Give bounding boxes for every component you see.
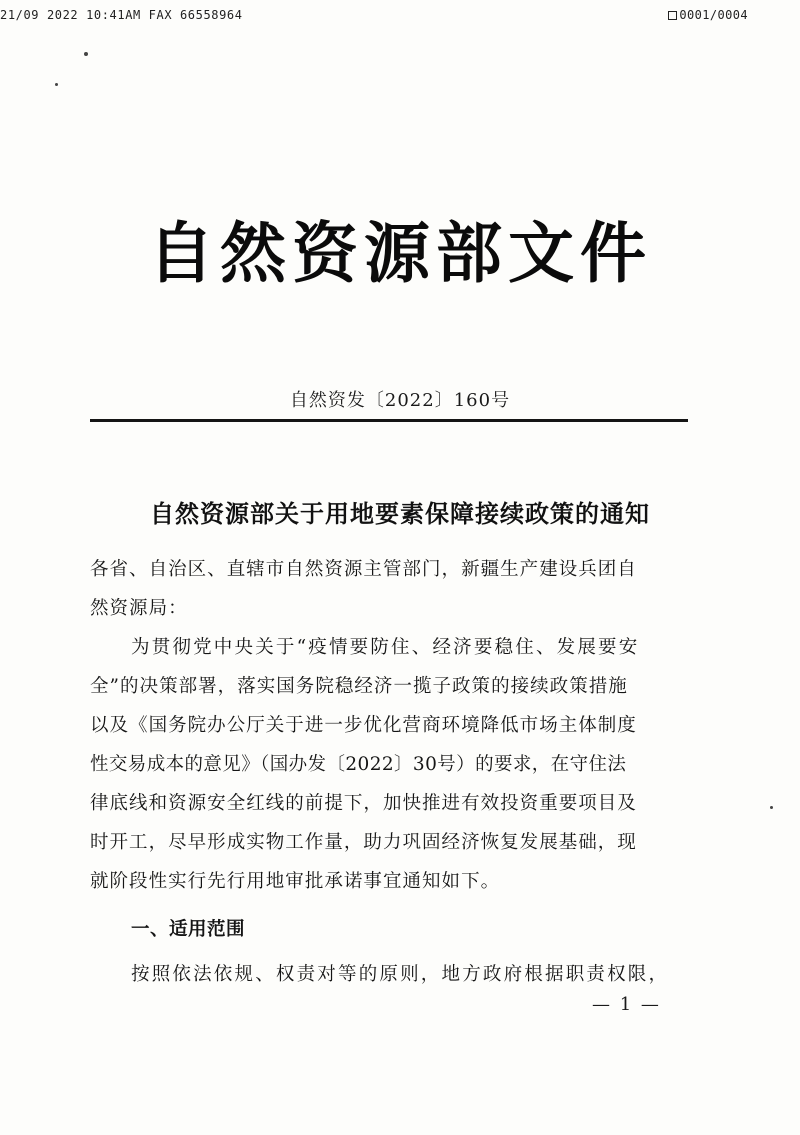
- fax-page-count: 0001/0004: [679, 8, 748, 22]
- body-line: 全”的决策部署，落实国务院稳经济一揽子政策的接续政策措施: [90, 676, 628, 697]
- scan-speck: [84, 52, 88, 56]
- body-line: 以及《国务院办公厅关于进一步优化营商环境降低市场主体制度: [90, 715, 637, 736]
- document-title: 自然资源部关于用地要素保障接续政策的通知: [150, 499, 650, 528]
- body-line: 就阶段性实行先行用地审批承诺事宜通知如下。: [90, 871, 501, 892]
- body-line: 为贯彻党中央关于“疫情要防住、经济要稳住、发展要安: [131, 637, 640, 658]
- body-line: 按照依法依规、权责对等的原则，地方政府根据职责权限，: [131, 964, 670, 985]
- body-line: 性交易成本的意见》（国办发〔2022〕30号）的要求，在守住法: [90, 754, 627, 775]
- fax-page-indicator: [668, 8, 748, 22]
- section-heading: 一、适用范围: [131, 919, 246, 940]
- scan-speck: [55, 83, 58, 86]
- body-line: 律底线和资源安全红线的前提下，加快推进有效投资重要项目及: [90, 793, 637, 814]
- body-line: 时开工，尽早形成实物工作量，助力巩固经济恢复发展基础，现: [90, 832, 637, 853]
- document-number: 自然资发〔2022〕160号: [289, 390, 511, 411]
- scan-speck: [770, 806, 773, 809]
- body-line: 然资源局：: [90, 598, 188, 619]
- fax-header: 21/09 2022 10:41AM FAX 66558964: [0, 8, 243, 22]
- body-line: 各省、自治区、直辖市自然资源主管部门，新疆生产建设兵团自: [90, 559, 637, 580]
- document-header: 自然资源部文件: [148, 214, 652, 292]
- fax-box-icon: [668, 11, 677, 20]
- page-number: — 1 —: [592, 994, 661, 1015]
- header-divider: [90, 419, 688, 422]
